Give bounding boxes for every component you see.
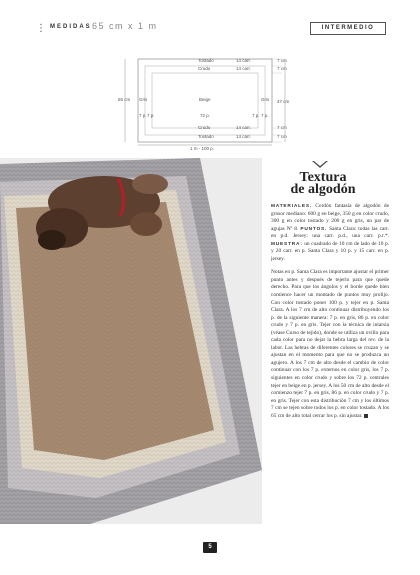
label-7p-left2: 7 p. [147,113,155,118]
schematic-diagram [0,0,420,160]
difficulty-badge: INTERMEDIO [310,22,386,35]
bullet-dots-icon: ⋮ [36,23,45,34]
label-7p-right1: 7 p. [252,113,260,118]
puntos-text: Santa Clara: todas las carr. en p.d. Jersey: una carr. p.d., una carr. p.r.*. [271,225,389,240]
label-crudo-top: Crudo [198,66,211,71]
label-47cm: 47 cm [277,99,290,104]
materiales-label: MATERIALES. [271,204,312,209]
label-carr-bottom2: 14 carr. [236,134,252,139]
rug-photo [0,158,262,524]
label-65cm: 65 cm [118,97,131,102]
label-carr-top2: 14 carr. [236,66,252,71]
label-carr-bottom1: 14 carr. [236,125,252,130]
materiales-text: Cordón fantasía de algodón de grosor mediano: 600 g en beige, 350 g en color crudo, 300 g en color tostado y 200 g en gris, un par de agujas Nº 8. [271,203,389,232]
label-cm-bottom2: 7 cm [277,134,287,139]
label-cm-bottom1: 7 cm [277,125,287,130]
puntos-label: PUNTOS. [300,226,328,232]
instructions-text: Notas en p. Santa Clara es importante ajustar el primer punto antes y después de tejerlo para que quede derecho. Para que los ángulos y el borde quede bien comience hacer un montado de puntos muy prolijo. Con color tostado poner 100 p. y tejer en p. Santa Clara. A los 7 cm de alto continuar distribuyendo los p. de la siguiente manera: 7 p. en gris, 86 p. en color crudo y 7 p. en gris. Tejer con la técnica de intarsia (véase Curso de tejido), donde se utiliza un ovillo para cada color para no dejar la hebra larga del rev. de la labor. Las hebras de diferentes colores se cruzan y se ajustan en el momento para que no se produzca un agujero. A los 7 cm de alto desde el cambio de color continuar con los 7 p. externos en color gris, los 7 p. siguientes en color crudo y sobre los 72 p. centrales tejer en beige en p. jersey. A los 50 cm de alto desde el comienzo tejer 7 p. en gris, 86 p. en color crudo y 7 p. en gris. Tejer con esta distribución 7 cm y los últimos 7 cm se tejen sobre todos los p. en color tostado. A los 65 cm de alto total cerrar los p. sin ajustar. [271,269,389,419]
end-square-icon [364,414,368,418]
label-tostado-top: Tostado [198,58,214,63]
page-number: 5 [203,542,217,553]
muestra-label: MUESTRA: [271,241,303,247]
label-7p-left1: 7 p. [139,113,147,118]
label-crudo-bottom: Crudo [198,125,211,130]
label-72p: 72 p. [200,113,211,118]
knitted-rug-illustration [0,158,262,524]
label-carr-top1: 14 carr. [236,58,252,63]
label-gris-right: Gris [261,97,270,102]
label-gris-left: Gris [139,97,148,102]
measures-value: 65 cm x 1 m [92,21,158,31]
muestra-text: un cuadrado de 10 cm de lado de 10 p. y 20 carr. en p. Santa Clara y 10 p. y 15 carr. en p. jersey. [271,240,389,262]
label-beige: Beige [199,97,211,102]
label-7p-right2: 7 p. [261,113,269,118]
label-cm-top2: 7 cm [277,66,287,71]
label-tostado-bottom: Tostado [198,134,214,139]
title-triangle-inner [314,161,326,166]
measures-label: MEDIDAS [50,24,92,30]
article-title-line2: de algodón [290,182,356,197]
materials-paragraph [271,203,389,263]
article-title-line1: Textura [299,170,347,185]
instructions-column [271,203,389,426]
label-width: 1 m - 100 p. [190,146,215,151]
instructions-paragraph [271,269,389,420]
label-cm-top1: 7 cm [277,58,287,63]
